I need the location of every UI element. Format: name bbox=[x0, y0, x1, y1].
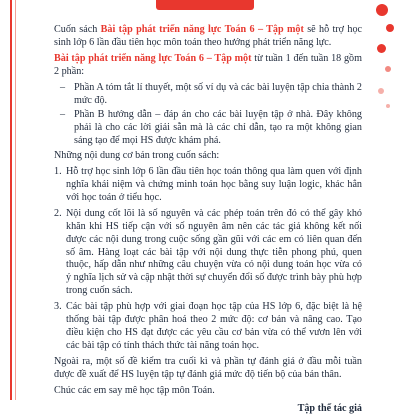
wish-paragraph: Chúc các em say mê học tập môn Toán. bbox=[54, 384, 215, 396]
closing-paragraph: Ngoài ra, một số đề kiểm tra cuối kì và phần tự đánh giá ở đầu mỗi tuần được đề xuất để HS luyện tập tự đánh giá mức độ tiến bộ của bản thân. bbox=[54, 355, 362, 380]
top-ribbon-decoration bbox=[156, 0, 254, 10]
basics-intro: Những nội dung cơ bản trong cuốn sách: bbox=[54, 150, 220, 162]
dot-decoration bbox=[374, 0, 396, 120]
author-signature: Tập thể tác giả bbox=[297, 403, 362, 415]
list-item: – Phần B hướng dẫn – đáp án cho các bài luyện tập ở nhà. Đây không phải là cho các lời giải sẵn mà là các chỉ dẫn, tạo ra một không gian sáng tạo để mọi HS được khám phá. bbox=[60, 109, 362, 147]
left-border-decoration bbox=[0, 0, 25, 400]
book-title: Bài tập phát triển năng lực Toán 6 – Tập một bbox=[100, 24, 304, 35]
intro-paragraph: Cuốn sách Bài tập phát triển năng lực Toán 6 – Tập một sẽ hỗ trợ học sinh lớp 6 lần đầu tiên học môn toán theo hướng phát triển năng lực. bbox=[54, 24, 363, 48]
list-item: 3. Các bài tập phù hợp với giai đoạn học tập của HS lớp 6, đặc biệt là hệ thống bài tập được phân hoá theo 2 mức độ: cơ bản và nâng cao. Tạo điều kiện cho HS đạt được các yêu cầu cơ bản vừa có thể vươn lên với các bài tập có tính thách thức tài năng toán học. bbox=[54, 301, 362, 351]
list-item: 1. Hỗ trợ học sinh lớp 6 lần đầu tiên học toán thông qua làm quen với định nghĩa khái niệm và chứng minh toán học bằng suy luận logic, khác hẳn với học toán ở tiểu học. bbox=[54, 166, 362, 203]
book-title: Bài tập phát triển năng lực Toán 6 – Tập một bbox=[54, 52, 252, 64]
list-item: 2. Nội dung cốt lõi là số nguyên và các phép toán trên đó có thể gây khó khăn khi HS tiếp cận với số nguyên âm nên các tác giả không kết nối được các nội dung trong cuộc sống gần gũi với các em có liên quan đến số âm. Hàng loạt các bài tập với nội dung thực tiễn phong phú, quen thuộc, hấp dẫn như những câu chuyện vừa có nội dung toán học vừa có ý nghĩa lịch sử và cập nhật thời sự chuyển đổi số được trình bày phù hợp trong cuốn sách. bbox=[54, 207, 362, 297]
list-item: – Phần A tóm tắt lí thuyết, một số ví dụ và các bài luyện tập chia thành 2 mức độ. bbox=[60, 81, 362, 106]
structure-paragraph: Bài tập phát triển năng lực Toán 6 – Tập một từ tuần 1 đến tuần 18 gồm 2 phần: bbox=[54, 52, 362, 77]
preface-text bbox=[54, 24, 362, 416]
